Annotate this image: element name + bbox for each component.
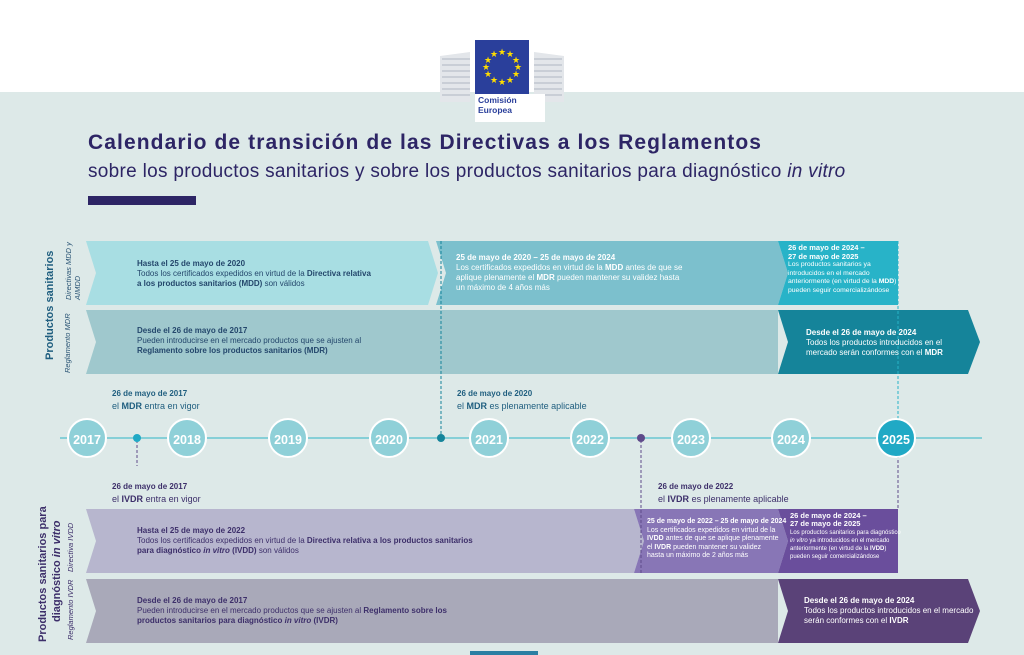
- ivdr-bar1-date: Desde el 26 de mayo de 2017: [137, 596, 248, 605]
- mdr-bar1-date: Desde el 26 de mayo de 2017: [137, 326, 248, 335]
- ivdd-bar1-date: Hasta el 25 de mayo de 2022: [137, 526, 246, 535]
- ivdd-bar3-l2b: ya introducidos en el mercado: [809, 537, 890, 544]
- ivdr-bar2-l2b: IVDR: [889, 616, 909, 625]
- row-label-mdr: Reglamento MDR: [63, 313, 72, 373]
- mdd-bar3-l4: pueden seguir comercializándose: [788, 286, 890, 294]
- page-title: Calendario de transición de las Directivas a los Reglamentos: [88, 131, 763, 154]
- milestone-ivdr-full-date: 26 de mayo de 2022: [658, 482, 734, 491]
- ivdd-bar1-l1a: Todos los certificados expedidos en virtud de la: [137, 536, 305, 545]
- ivdr-bar1-l2a: productos sanitarios para diagnóstico: [137, 616, 283, 625]
- logo-line2: Europea: [478, 104, 513, 115]
- ivdd-bar1-l2c: (IVDD): [232, 546, 257, 555]
- milestone-ivdr-entry: [112, 480, 201, 506]
- ivdr-bar1-text: [137, 596, 447, 626]
- ivdd-bar3-date1: 26 de mayo de 2024 –: [790, 511, 867, 520]
- mdd-bar1-date: Hasta el 25 de mayo de 2020: [137, 259, 246, 268]
- logo-line1: Comisión: [478, 95, 517, 105]
- ivdr-bar1-l1b: Reglamento sobre los: [363, 606, 447, 615]
- ivdd-bar3-l1: Los productos sanitarios para diagnóstico: [790, 529, 901, 536]
- mdd-bar2-text: [456, 253, 682, 293]
- year-2017: 2017: [67, 418, 107, 458]
- section-label-ivd-line2: [51, 521, 63, 622]
- ivdd-bar1-l1b: Directiva relativa a los productos sanitarios: [306, 536, 473, 545]
- year-2019: 2019: [268, 418, 308, 458]
- mdd-bar2-l1a: Los certificados expedidos en virtud de la: [456, 263, 603, 272]
- svg-text:★: ★: [511, 56, 521, 66]
- subtitle-italic: in vitro: [787, 161, 846, 182]
- milestone-ivdr-full: [658, 480, 789, 506]
- bottom-marker: [470, 651, 538, 655]
- milestone-ivdr-entry-bold: IVDR: [121, 494, 144, 504]
- milestone-dot-2017: [133, 434, 141, 442]
- milestone-mdr-entry-date: 26 de mayo de 2017: [112, 389, 188, 398]
- ivdd-bar3-l3b: IVDD: [870, 546, 885, 553]
- mdd-bar2-l2b: MDR: [536, 273, 555, 282]
- milestone-mdr-entry: [112, 387, 200, 413]
- mdd-bar3-l1: Los productos sanitarios ya: [788, 261, 871, 269]
- year-2020: 2020: [369, 418, 409, 458]
- mdd-bar2-l2a: aplique plenamente el: [456, 273, 535, 282]
- ivdd-bar3-l4: pueden seguir comercializándose: [790, 554, 880, 561]
- svg-text:★: ★: [497, 48, 507, 58]
- milestone-ivdr-full-post: es plenamente aplicable: [691, 494, 789, 504]
- ivdd-bar3-l3c: ): [884, 546, 887, 553]
- ivdr-bar2-date: Desde el 26 de mayo de 2024: [804, 596, 915, 605]
- mdr-bar2-date: Desde el 26 de mayo de 2024: [806, 328, 917, 337]
- milestone-mdr-entry-post: entra en vigor: [144, 401, 200, 411]
- milestone-mdr-entry-bold: MDR: [121, 401, 143, 411]
- mdr-bar2-l2a: mercado serán conformes con el: [806, 348, 923, 357]
- ivdd-bar3-text: [790, 512, 901, 562]
- mdr-bar2-l1: Todos los productos introducidos en el: [806, 338, 943, 347]
- ivdd-bar2-l3c: pueden mantener su validez: [673, 543, 762, 551]
- milestone-ivdr-entry-post: entra en vigor: [145, 494, 201, 504]
- mdd-bar3-l3b: MDD: [878, 278, 895, 286]
- milestone-mdr-entry-pre: el: [112, 401, 120, 411]
- mdd-bar1-l1: Todos los certificados expedidos en virtud de la: [137, 269, 305, 278]
- ivdd-bar3-l3a: anteriormente (en virtud de la: [790, 546, 869, 553]
- ivdd-bar2-l1: Los certificados expedidos en virtud de la: [647, 526, 776, 534]
- ivdd-bar1-l2d: son válidos: [258, 546, 299, 555]
- milestone-ivdr-full-bold: IVDR: [667, 494, 690, 504]
- section-label-mdd: Productos sanitarios: [44, 250, 56, 360]
- year-2024: 2024: [771, 418, 811, 458]
- milestone-mdr-full: [457, 387, 587, 413]
- svg-text:★: ★: [483, 70, 493, 80]
- svg-text:★: ★: [483, 56, 493, 66]
- mdd-bar3-l3c: ): [894, 278, 897, 286]
- milestone-ivdr-full-pre: el: [658, 494, 666, 504]
- mdr-bar1-l1: Pueden introducirse en el mercado productos que se ajusten al: [137, 336, 362, 345]
- section-label-ivd-text: diagnóstico: [51, 560, 63, 622]
- mdd-bar1-text: [137, 259, 371, 289]
- ivdr-bar2-l2a: serán conformes con el: [804, 616, 888, 625]
- milestone-ivdr-entry-pre: el: [112, 494, 120, 504]
- mdd-bar1-l2: son válidos: [264, 279, 305, 288]
- ivdd-bar2-text: [647, 518, 786, 561]
- mdd-bar3-text: [788, 244, 896, 296]
- svg-text:★: ★: [511, 70, 521, 80]
- milestone-mdr-full-date: 26 de mayo de 2020: [457, 389, 533, 398]
- ivdd-bar2-l3a: el: [647, 543, 653, 551]
- svg-text:★: ★: [481, 63, 491, 73]
- mdd-bar2-l1b: MDD: [605, 263, 624, 272]
- section-label-ivd-line1: Productos sanitarios para: [37, 506, 49, 642]
- year-2023: 2023: [671, 418, 711, 458]
- mdd-bar2-l1c: antes de que se: [625, 263, 683, 272]
- year-2022: 2022: [570, 418, 610, 458]
- svg-text:★: ★: [489, 76, 499, 86]
- ivdr-bar1-l2c: (IVDR): [313, 616, 338, 625]
- mdd-bar3-date2: 27 de mayo de 2025: [788, 251, 859, 261]
- ivdd-bar2-date: 25 de mayo de 2022 – 25 de mayo de 2024: [647, 518, 787, 525]
- ivdd-bar3-date2: 27 de mayo de 2025: [790, 519, 861, 529]
- milestone-dot-2020: [437, 434, 445, 442]
- mdd-bar1-l2b: a los productos sanitarios (MDD): [137, 279, 263, 288]
- mdd-bar2-l3: un máximo de 4 años más: [456, 283, 550, 292]
- row-label-mdd: Directivas MDD y AIMDD: [64, 242, 82, 300]
- mdr-bar2-text: [806, 328, 943, 358]
- ivdr-bar2-text: [804, 596, 973, 626]
- svg-text:★: ★: [489, 50, 499, 60]
- ivdr-bar1-l1a: Pueden introducirse en el mercado productos que se ajusten al: [137, 606, 362, 615]
- mdd-bar3-l2: introducidos en el mercado: [788, 269, 870, 277]
- mdd-bar3-date1: 26 de mayo de 2024 –: [788, 243, 865, 252]
- ivdr-bar1-l2i: in vitro: [284, 616, 312, 625]
- row-label-ivdr: Reglamento IVDR: [66, 579, 75, 640]
- milestone-mdr-full-pre: el: [457, 401, 465, 411]
- ivdr-bar2-l1: Todos los productos introducidos en el mercado: [804, 606, 974, 615]
- milestone-mdr-full-post: es plenamente aplicable: [489, 401, 587, 411]
- year-2021: 2021: [469, 418, 509, 458]
- year-2018: 2018: [167, 418, 207, 458]
- milestone-mdr-full-bold: MDR: [466, 401, 488, 411]
- ivdd-bar1-text: [137, 526, 473, 556]
- milestone-ivdr-entry-date: 26 de mayo de 2017: [112, 482, 188, 491]
- svg-text:★: ★: [505, 76, 515, 86]
- mdd-bar3-l3a: anteriormente (en virtud de la: [788, 278, 877, 286]
- year-2025: 2025: [876, 418, 916, 458]
- mdd-bar2-date: 25 de mayo de 2020 – 25 de mayo de 2024: [456, 253, 616, 262]
- section-label-ivd-italic: in vitro: [51, 520, 63, 558]
- mdd-bar1-l1b: Directiva relativa: [306, 269, 371, 278]
- ivdd-bar2-l3b: IVDR: [654, 543, 672, 551]
- ivdd-bar2-l2a: IVDD: [647, 535, 664, 543]
- row-label-ivdd: Directiva IVDD: [66, 522, 75, 572]
- svg-text:★: ★: [497, 78, 507, 88]
- ivdd-bar3-l2a: in vitro: [790, 537, 808, 544]
- milestone-dot-2022: [637, 434, 645, 442]
- mdr-bar1-l2: Reglamento sobre los productos sanitarios (MDR): [137, 346, 328, 355]
- mdr-bar1-text: [137, 326, 361, 356]
- svg-text:★: ★: [513, 63, 523, 73]
- mdr-bar2-l2b: MDR: [924, 348, 943, 357]
- subtitle-text: sobre los productos sanitarios y sobre los productos sanitarios para diagnóstico: [88, 161, 782, 182]
- ivdd-bar2-l4: hasta un máximo de 2 años más: [647, 552, 749, 560]
- ivdd-bar1-l2i: in vitro: [203, 546, 230, 555]
- ivdd-bar2-l2b: antes de que se aplique plenamente: [665, 535, 779, 543]
- svg-text:★: ★: [505, 50, 515, 60]
- mdd-bar2-l2c: pueden mantener su validez hasta: [556, 273, 680, 282]
- ivdd-bar1-l2b: para diagnóstico: [137, 546, 202, 555]
